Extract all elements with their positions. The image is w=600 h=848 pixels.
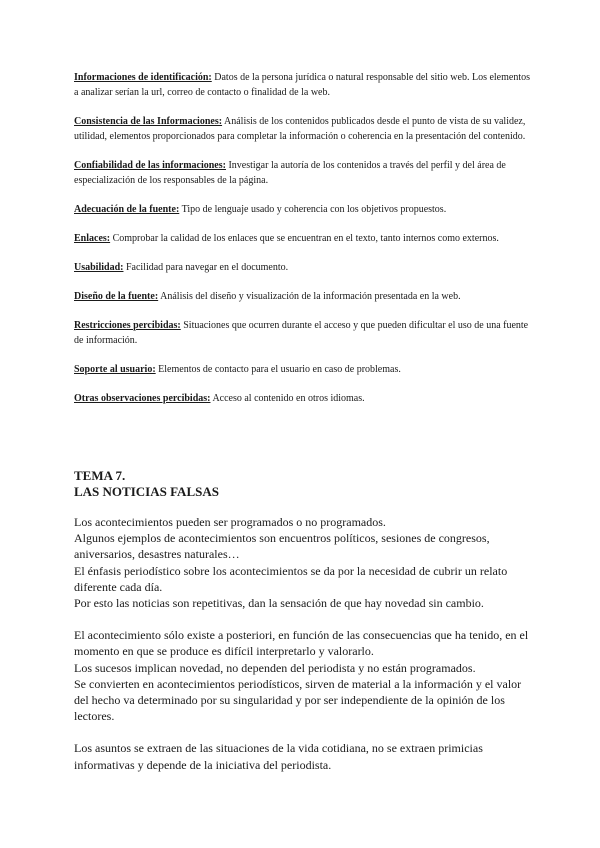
criterion-description: Datos de la persona jurídica o natural responsable del sitio web. Los elementos a analizar serían la url, correo de contacto o finalidad de la web. — [74, 72, 531, 98]
body-text — [74, 514, 534, 789]
criterion-item — [74, 318, 534, 348]
paragraph — [74, 740, 534, 772]
paragraph-line: Algunos ejemplos de acontecimientos son encuentros políticos, sesiones de congresos, aniversarios, desastres naturales… — [74, 531, 490, 562]
criterion-term: Usabilidad: — [74, 262, 124, 273]
paragraph-line: Por esto las noticias son repetitivas, dan la sensación de que hay novedad sin cambio. — [74, 596, 484, 611]
criterion-item — [74, 362, 534, 377]
criterion-description: Acceso al contenido en otros idiomas. — [212, 393, 365, 404]
paragraph-line: El énfasis periodístico sobre los acontecimientos se da por la necesidad de cubrir un relato diferente cada día. — [74, 563, 508, 594]
criterion-item — [74, 202, 534, 217]
criterion-term: Informaciones de identificación: — [74, 72, 212, 83]
paragraph-line: Los asuntos se extraen de las situaciones de la vida cotidiana, no se extraen primicias informativas y depende de la iniciativa del periodista. — [74, 741, 483, 772]
criterion-description: Tipo de lenguaje usado y coherencia con los objetivos propuestos. — [181, 204, 447, 215]
criterion-item — [74, 231, 534, 246]
section-heading — [74, 468, 534, 500]
paragraph-line: Los acontecimientos pueden ser programados o no programados. — [74, 515, 386, 529]
criterion-term: Otras observaciones percibidas: — [74, 393, 211, 404]
criterion-item — [74, 70, 534, 100]
criterion-description: Elementos de contacto para el usuario en caso de problemas. — [158, 364, 401, 375]
paragraph-line: El acontecimiento sólo existe a posteriori, en función de las consecuencias que ha tenido, en el momento en que se produce es difícil interpretarlo y valorarlo. — [74, 628, 529, 659]
section-number: TEMA 7. — [74, 468, 126, 483]
criterion-term: Consistencia de las Informaciones: — [74, 116, 223, 127]
paragraph-line: Los sucesos implican novedad, no dependen del periodista y no están programados. — [74, 660, 476, 675]
criterion-term: Adecuación de la fuente: — [74, 204, 180, 215]
paragraph-line: Se convierten en acontecimientos periodísticos, sirven de material a la información y el valor del hecho va determinado por su singularidad y por ser independiente de la opinión de los lectores. — [74, 676, 522, 724]
criteria-list — [74, 70, 534, 420]
criterion-item — [74, 114, 534, 144]
criterion-item — [74, 289, 534, 304]
criterion-term: Confiabilidad de las informaciones: — [74, 160, 226, 171]
criterion-description: Situaciones que ocurren durante el acceso y que pueden dificultar el uso de una fuente de información. — [74, 320, 529, 346]
criterion-description: Investigar la autoría de los contenidos a través del perfil y del área de especialización de los responsables de la página. — [74, 160, 506, 186]
criterion-term: Enlaces: — [74, 233, 111, 244]
criterion-term: Diseño de la fuente: — [74, 291, 159, 302]
criterion-description: Análisis del diseño y visualización de la información presentada en la web. — [160, 291, 461, 302]
section-title: LAS NOTICIAS FALSAS — [74, 484, 219, 499]
criterion-item — [74, 391, 534, 406]
paragraph — [74, 627, 534, 724]
paragraph — [74, 514, 534, 611]
criterion-term: Soporte al usuario: — [74, 364, 156, 375]
criterion-term: Restricciones percibidas: — [74, 320, 181, 331]
criterion-description: Análisis de los contenidos publicados desde el punto de vista de su validez, utilidad, elementos proporcionados para completar la información o coherencia en la presentación del contenido. — [74, 116, 526, 142]
criterion-description: Comprobar la calidad de los enlaces que se encuentran en el texto, tanto internos como externos. — [112, 233, 499, 244]
criterion-description: Facilidad para navegar en el documento. — [125, 262, 289, 273]
criterion-item — [74, 260, 534, 275]
criterion-item — [74, 158, 534, 188]
